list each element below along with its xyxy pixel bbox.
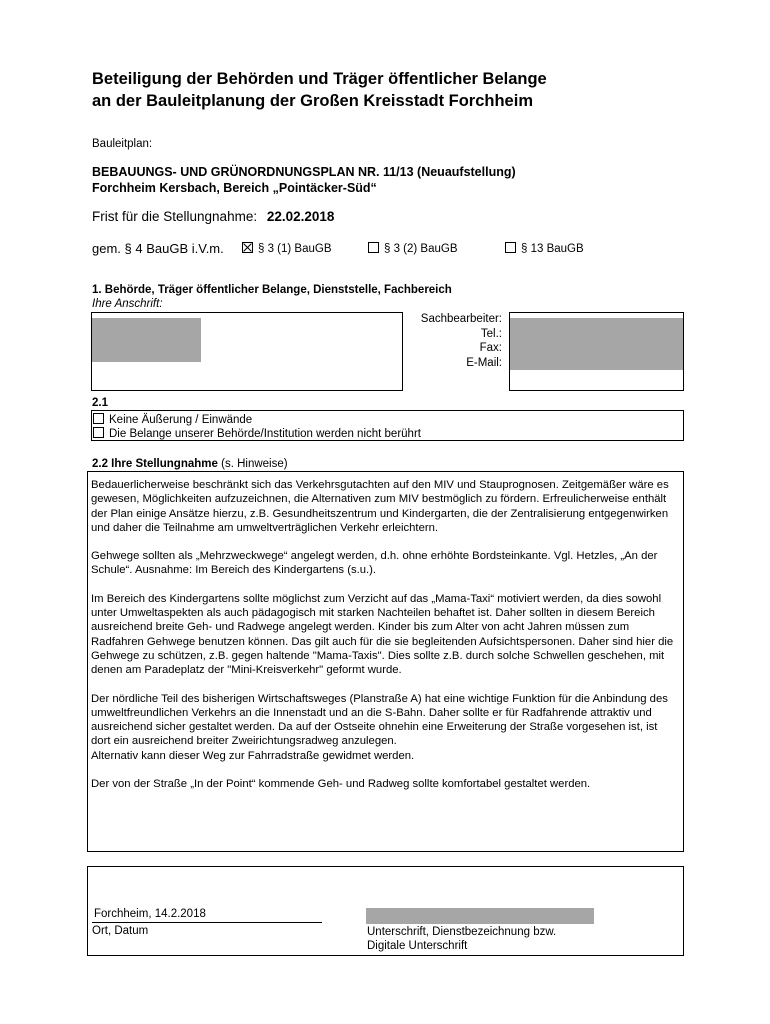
option-keine-aeusserung[interactable] [93,413,252,426]
statement-box[interactable] [87,471,684,852]
option-label: Keine Äußerung / Einwände [109,414,253,426]
section-2-2-title: 2.2 Ihre Stellungnahme [92,458,218,470]
checkbox-icon[interactable] [368,242,379,253]
statement-paragraph: Der von der Straße „In der Point“ kommende Geh- und Radweg sollte komfortabel gestaltet werden. [91,778,591,791]
baugb-option-label: § 3 (1) BauGB [258,243,332,255]
signature-label-line-2: Digitale Unterschrift [367,940,468,952]
signature-label [367,925,556,953]
contact-labels [404,312,502,370]
plan-name-line-2: Forchheim Kersbach, Bereich „Pointäcker-Süd“ [92,180,377,195]
signature-label-line-1: Unterschrift, Dienstbezeichnung bzw. [367,926,557,938]
contact-label-sachbearbeiter: Sachbearbeiter: [420,313,502,325]
statement-paragraph: Bedauerlicherweise beschränkt sich das Verkehrsgutachten auf den MIV und Stauprognosen. Zeitgemäßer wäre es gewesen, Möglichkeiten aufzuzeichnen, die Alternativen zum MIV bestmöglich zu fördern. Erfreulicherweise enthält der Plan einige Ansätze hierzu, z.B. Gesundheitszentrum und Kindergarten, die der Zentralisierung entgegenwirken und daher die Teilnahme am umweltverträglichen Verkehr erleichtern. [91,479,669,534]
contact-label-fax: Fax: [479,342,502,354]
plan-label: Bauleitplan: [92,138,153,150]
redacted-signature [366,908,594,924]
statement-paragraph: Im Bereich des Kindergartens sollte möglichst zum Verzicht auf das „Mama-Taxi“ motiviert werden, da dies sowohl unter Umweltaspekten als auch pädagogisch mit starken Nachteilen behaftet ist. Daher sollten in diesem Bereich ausreichend breite Geh- und Radwege angelegt werden. Kinder bis zum Alter von acht Jahren müssen zum Radfahren Gehwege benutzen können. Das gilt auch für die sie begleitenden Aufsichtspersonen. Daher sind hier die Gehwege zu schützen, z.B. gegen haltende "Mama-Taxis". Dies sollte z.B. durch solche Schwellen geschehen, mit denen am Paradeplatz der "Mini-Kreisverkehr" geformt wurde. [91,592,674,677]
place-date-line [92,922,322,923]
title-line-2: an der Bauleitplanung der Großen Kreisstadt Forchheim [92,92,533,110]
baugb-prefix: gem. § 4 BauGB i.V.m. [92,241,224,256]
baugb-option-3-1[interactable] [242,242,332,255]
place-date-label: Ort, Datum [92,925,149,937]
checkbox-icon[interactable] [93,427,104,438]
checked-checkbox-icon[interactable] [242,242,253,253]
baugb-option-label: § 3 (2) BauGB [384,243,458,255]
deadline-label: Frist für die Stellungnahme: [92,209,258,224]
baugb-option-13[interactable] [505,242,584,255]
option-nicht-beruehrt[interactable] [93,427,421,440]
plan-name-line-1: BEBAUUNGS- UND GRÜNORDNUNGSPLAN NR. 11/13 (Neuaufstellung) [92,165,516,179]
redacted-address [92,318,201,362]
option-label: Die Belange unserer Behörde/Institution werden nicht berührt [109,428,421,440]
section-1-heading: 1. Behörde, Träger öffentlicher Belange, Dienststelle, Fachbereich [92,284,452,296]
contact-label-email: E-Mail: [466,356,502,369]
document-title [92,68,547,112]
place-date-value[interactable]: Forchheim, 14.2.2018 [94,908,206,920]
statement-paragraph: Der nördliche Teil des bisherigen Wirtschaftsweges (Planstraße A) hat eine wichtige Funktion für die Anbindung des umweltfreundlichen Verkehrs an die Innenstadt und an die S-Bahn. Daher sollte er für Radfahrende attraktiv und ausreichend sicher gestaltet werden. Da auf der Ostseite ohnehin eine Erweiterung der Straße vorgesehen ist, ist dort ein ausreichend breiter Zweirichtungsradweg anzulegen. Alternativ kann dieser Weg zur Fahrradstraße gewidmet werden. [91,692,668,762]
baugb-option-3-2[interactable] [368,242,458,255]
contact-label-tel: Tel.: [480,327,502,340]
section-2-2-hint: (s. Hinweise) [221,458,288,470]
deadline [92,209,334,224]
section-2-1-heading: 2.1 [92,397,108,409]
deadline-date: 22.02.2018 [266,209,335,224]
redacted-contact [510,318,683,370]
checkbox-icon[interactable] [505,242,516,253]
checkbox-icon[interactable] [93,413,104,424]
section-2-2-heading [92,458,288,470]
address-label: Ihre Anschrift: [92,298,163,310]
title-line-1: Beteiligung der Behörden und Träger öffentlicher Belange [92,70,547,88]
statement-paragraph: Gehwege sollten als „Mehrzweckwege“ angelegt werden, d.h. ohne erhöhte Bordsteinkante. Vgl. Hetzles, „An der Schule“. Ausnahme: Im Bereich des Kindergartens (s.u.). [91,550,658,577]
plan-name [92,165,516,196]
baugb-option-label: § 13 BauGB [521,243,584,255]
